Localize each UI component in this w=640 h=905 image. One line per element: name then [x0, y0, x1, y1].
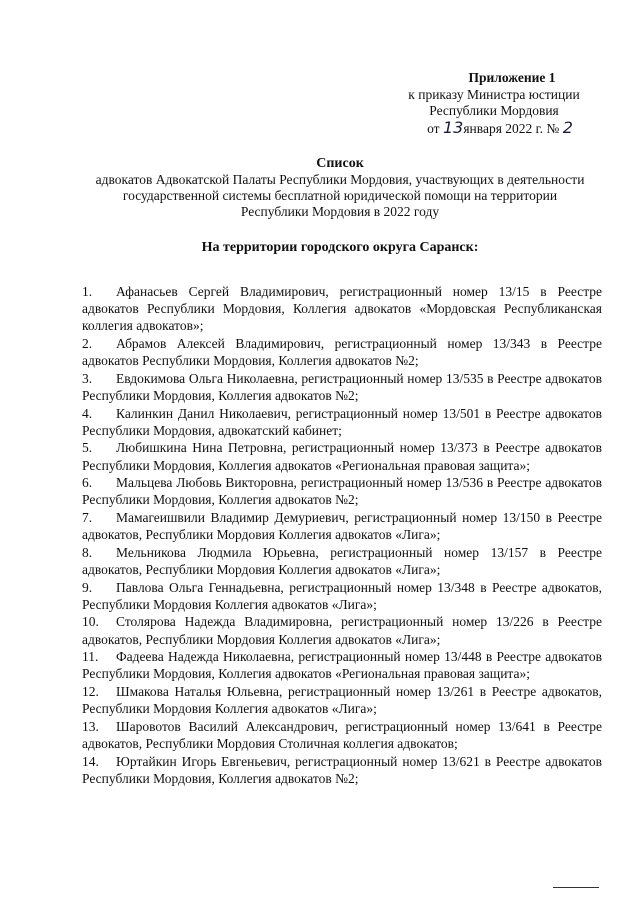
list-item-number: 12. [82, 683, 99, 699]
list-item-text: Столярова Надежда Владимировна, регистрационный номер 13/226 в Реестре адвокатов, Республики Мордовия Коллегия адвокатов «Лига»; [82, 614, 602, 647]
list-item-text: Мельникова Людмила Юрьевна, регистрационный номер 13/157 в Реестре адвокатов, Республики Мордовия Коллегия адвокатов «Лига»; [82, 544, 602, 577]
appendix-block [380, 70, 600, 137]
handwritten-day: 13 [442, 117, 464, 137]
list-item-text: Абрамов Алексей Владимирович, регистрационный номер 13/343 в Реестре адвокатов Республики Мордовия, Коллегия адвокатов №2; [82, 336, 602, 369]
footer-line [553, 887, 599, 888]
appendix-title: Приложение 1 [468, 70, 556, 85]
list-item-text: Мамагеишвили Владимир Демуриевич, регистрационный номер 13/150 в Реестре адвокатов, Республики Мордовия Коллегия адвокатов «Лига»; [82, 509, 602, 543]
date-rest: января 2022 г. № [463, 120, 560, 136]
list-item-text: Шаровотов Василий Александрович, регистрационный номер 13/641 в Реестре адвокатов, Республики Мордовия Столичная коллегия адвокатов; [82, 718, 602, 751]
list-item-number: 7. [82, 509, 93, 525]
list-item [82, 648, 602, 682]
list-item [82, 613, 602, 647]
document-description: адвокатов Адвокатской Палаты Республики Мордовия, участвующих в деятельности государственной системы бесплатной юридической помощи на территории Республики Мордовия в 2022 году [95, 172, 585, 219]
list-item-number: 13. [82, 718, 99, 734]
date-prefix: от [427, 120, 440, 136]
list-item-text: Шмакова Наталья Юльевна, регистрационный номер 13/261 в Реестре адвокатов, Республики Мордовия Коллегия адвокатов «Лига»; [82, 683, 602, 717]
list-item [82, 283, 602, 335]
list-item [82, 439, 602, 473]
appendix-date-line [380, 117, 600, 138]
section-heading: На территории городского округа Саранск: [201, 240, 479, 255]
document-title-block [90, 156, 590, 220]
list-item-number: 6. [82, 475, 93, 491]
list-item-number: 10. [82, 614, 99, 630]
list-item-number: 2. [82, 336, 93, 351]
list-item [82, 683, 602, 717]
list-item [82, 370, 602, 404]
list-item-text: Афанасьев Сергей Владимирович, регистрационный номер 13/15 в Реестре адвокатов Республики Мордовия, Коллегия адвокатов «Мордовская Республиканская коллегия адвокатов»; [82, 284, 602, 334]
list-item-number: 1. [82, 284, 93, 299]
list-item-text: Калинкин Данил Николаевич, регистрационный номер 13/501 в Реестре адвокатов Республики Мордовия, адвокатский кабинет; [82, 405, 602, 438]
list-item-number: 8. [82, 544, 93, 560]
list-item [82, 474, 602, 508]
list-item [82, 544, 602, 578]
list-item [82, 509, 602, 543]
list-item-text: Евдокимова Ольга Николаевна, регистрационный номер 13/535 в Реестре адвокатов Республики Мордовия, Коллегия адвокатов №2; [82, 370, 602, 403]
list-item-text: Павлова Ольга Геннадьевна, регистрационный номер 13/348 в Реестре адвокатов, Республики Мордовия Коллегия адвокатов «Лига»; [82, 579, 602, 612]
list-item-text: Юртайкин Игорь Евгеньевич, регистрационный номер 13/621 в Реестре адвокатов Республики Мордовия, Коллегия адвокатов №2; [82, 753, 602, 786]
list-item [82, 753, 602, 787]
document-title: Список [316, 156, 364, 171]
list-item [82, 579, 602, 613]
list-item-number: 9. [82, 579, 93, 595]
list-item-number: 5. [82, 440, 93, 456]
lawyer-list [82, 283, 602, 787]
appendix-republic-line: Республики Мордовия [429, 103, 559, 118]
list-item [82, 405, 602, 439]
list-item-number: 11. [82, 649, 99, 665]
list-item-text: Мальцева Любовь Викторовна, регистрационный номер 13/536 в Реестре адвокатов Республики Мордовия, Коллегия адвокатов №2; [82, 475, 602, 508]
handwritten-order-number: 2 [562, 117, 573, 137]
list-item-text: Фадеева Надежда Николаевна, регистрационный номер 13/448 в Реестре адвокатов Республики Мордовия, Коллегия адвокатов «Региональная правовая защита»; [82, 649, 602, 682]
list-item [82, 335, 602, 369]
list-item-number: 4. [82, 405, 93, 421]
list-item-number: 3. [82, 370, 93, 386]
list-item-number: 14. [82, 753, 99, 769]
appendix-order-line: к приказу Министра юстиции [408, 86, 580, 102]
list-item-text: Любишкина Нина Петровна, регистрационный номер 13/373 в Реестре адвокатов Республики Мордовия, Коллегия адвокатов «Региональная правовая защита»; [82, 440, 602, 473]
list-item [82, 718, 602, 752]
